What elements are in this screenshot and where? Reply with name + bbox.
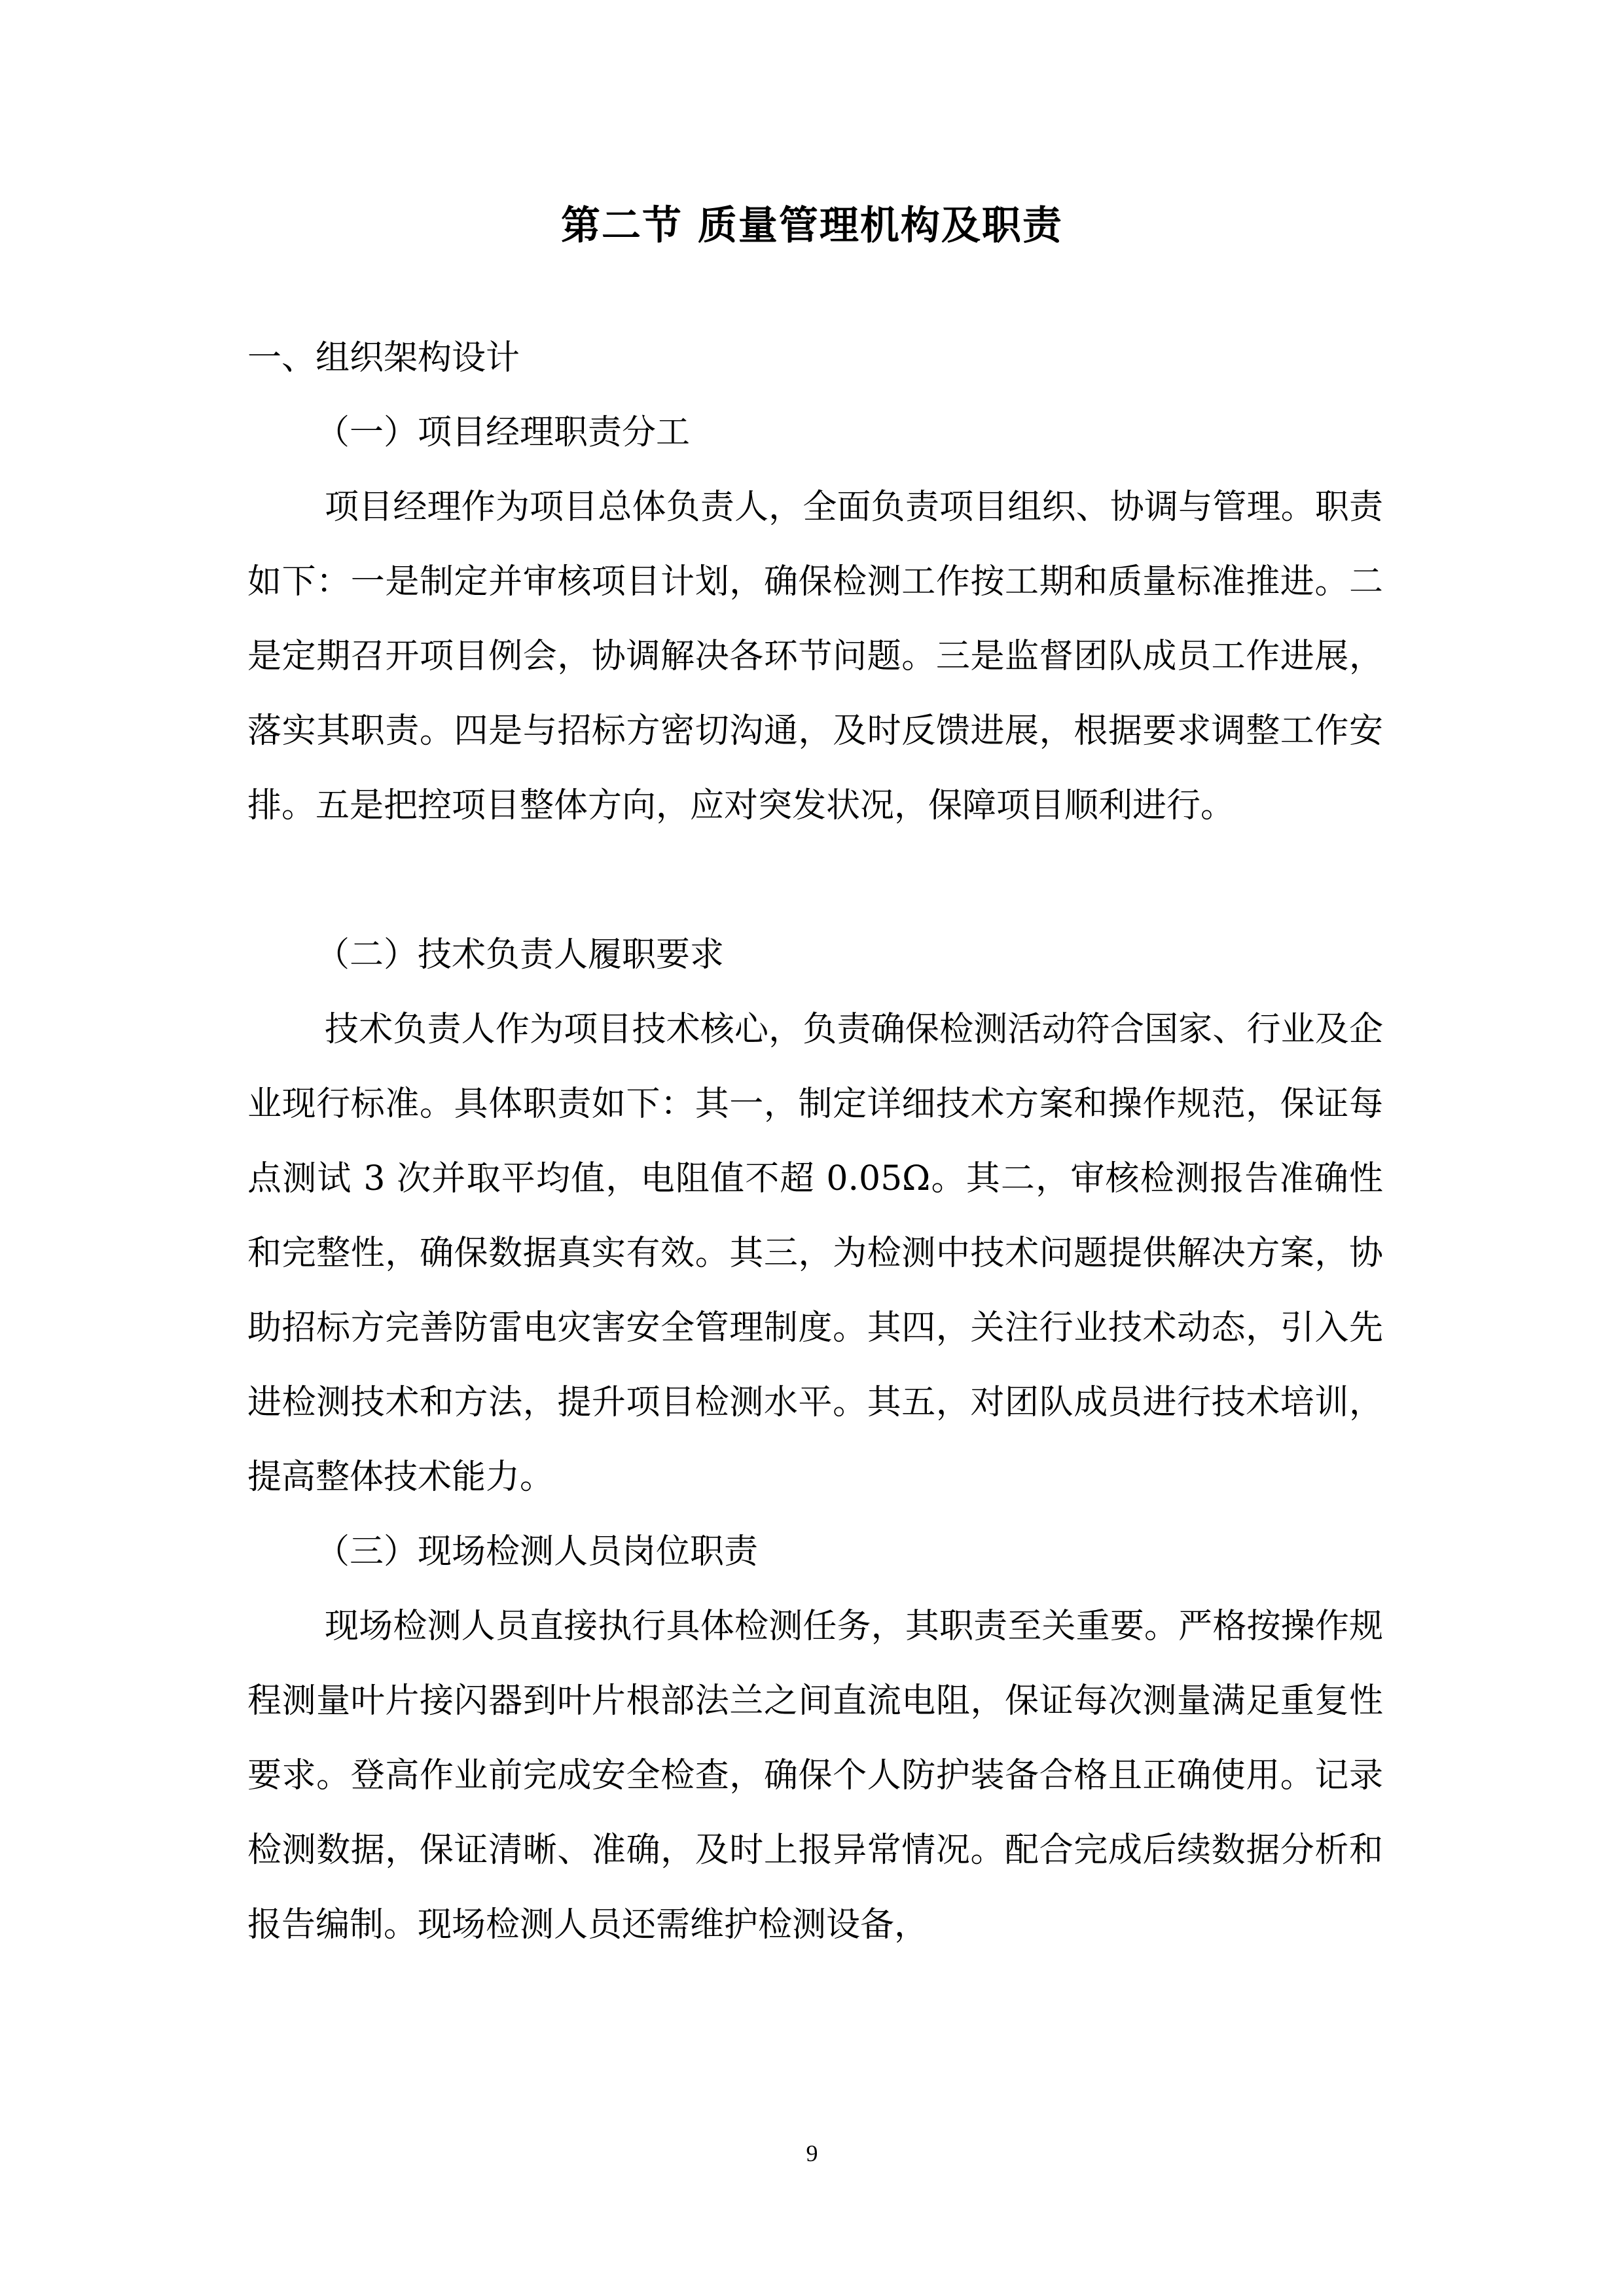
paragraph-technical-lead: 技术负责人作为项目技术核心，负责确保检测活动符合国家、行业及企业现行标准。具体职责如下：其一，制定详细技术方案和操作规范，保证每点测试 3 次并取平均值，电阻值不超 0.05Ω。其二，审核检测报告准确性和完整性，确保数据真实有效。其三，为检测中技术问题提供解决方案，协助招标方完善防雷电灾害安全管理制度。其四，关注行业技术动态，引入先进检测技术和方法，提升项目检测水平。其五，对团队成员进行技术培训，提高整体技术能力。: [247, 1010, 1383, 1497]
paragraph-field-inspectors: 现场检测人员直接执行具体检测任务，其职责至关重要。严格按操作规程测量叶片接闪器到叶片根部法兰之间直流电阻，保证每次测量满足重复性要求。登高作业前完成安全检查，确保个人防护装备合格且正确使用。记录检测数据，保证清晰、准确，及时上报异常情况。配合完成后续数据分析和报告编制。现场检测人员还需维护检测设备，: [247, 1607, 1383, 1945]
subsection-heading-field-inspectors: （三）现场检测人员岗位职责: [316, 1532, 759, 1571]
section-heading: 一、组织架构设计: [247, 338, 520, 378]
subsection-heading-project-manager: （一）项目经理职责分工: [316, 413, 691, 452]
paragraph-project-manager: 项目经理作为项目总体负责人，全面负责项目组织、协调与管理。职责如下：一是制定并审核项目计划，确保检测工作按工期和质量标准推进。二是定期召开项目例会，协调解决各环节问题。三是监督团队成员工作进展，落实其职责。四是与招标方密切沟通，及时反馈进展，根据要求调整工作安排。五是把控项目整体方向，应对突发状况，保障项目顺利进行。: [247, 488, 1383, 825]
page-title: 第二节 质量管理机构及职责: [561, 203, 1063, 249]
page-number: 9: [806, 2140, 818, 2166]
subsection-heading-technical-lead: （二）技术负责人履职要求: [316, 935, 725, 975]
